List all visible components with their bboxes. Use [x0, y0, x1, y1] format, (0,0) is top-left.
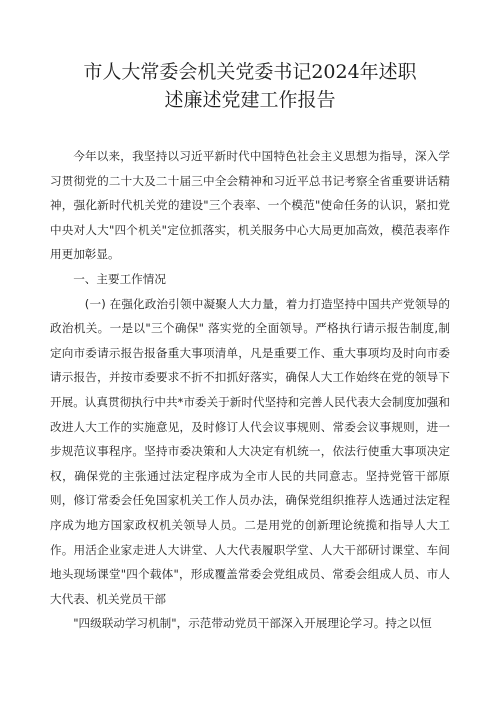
- intro-paragraph: 今年以来，我坚持以习近平新时代中国特色社会主义思想为指导，深入学习贯彻党的二十大及二十届三中全会精神和习近平总书记考察全省重要讲话精神，强化新时代机关党的建设"三个表率、一个模范"使命任务的认识，紧扣党中央对人大"四个机关"定位抓落实，机关服务中心大局更加高效，模范表率作用更加彰显。: [50, 149, 450, 262]
- document-title: [50, 58, 450, 114]
- body-paragraph-continued: "四级联动学习机制"，示范带动党员干部深入开展理论学习。持之以恒: [73, 616, 432, 631]
- section-heading: 一、主要工作情况: [73, 271, 166, 286]
- document-body: [50, 144, 450, 636]
- title-line-1: 市人大常委会机关党委书记2024年述职: [83, 61, 417, 83]
- body-paragraph: (一) 在强化政治引领中凝聚人大力量，着力打造坚持中国共产党领导的政治机关。一是以"三个确保" 落实党的全面领导。严格执行请示报告制度,制定向市委请示报告报备重大事项清单，凡是重要工作、重大事项均及时向市委请示报告，并按市委要求不折不扣抓好落实，确保人大工作始终在党的领导下开展。认真贯彻执行中共*市委关于新时代坚持和完善人民代表大会制度加强和改进人大工作的实施意见，及时修订人代会议事规则、常委会议事规则，进一步规范议事程序。坚持市委决策和人大决定有机统一，依法行使重大事项决定权，确保党的主张通过法定程序成为全市人民的共同意志。坚持党管干部原则，修订常委会任免国家机关工作人员办法，确保党组织推荐人选通过法定程序成为地方国家政权机关领导人员。二是用党的创新理论统揽和指导人大工作。用活企业家走进人大讲堂、人大代表履职学堂、人大干部研讨课堂、车间地头现场课堂"四个载体"，形成覆盖常委会党组成员、常委会组成人员、市人大代表、机关党员干部: [50, 296, 450, 606]
- title-line-2: 述廉述党建工作报告: [164, 89, 336, 111]
